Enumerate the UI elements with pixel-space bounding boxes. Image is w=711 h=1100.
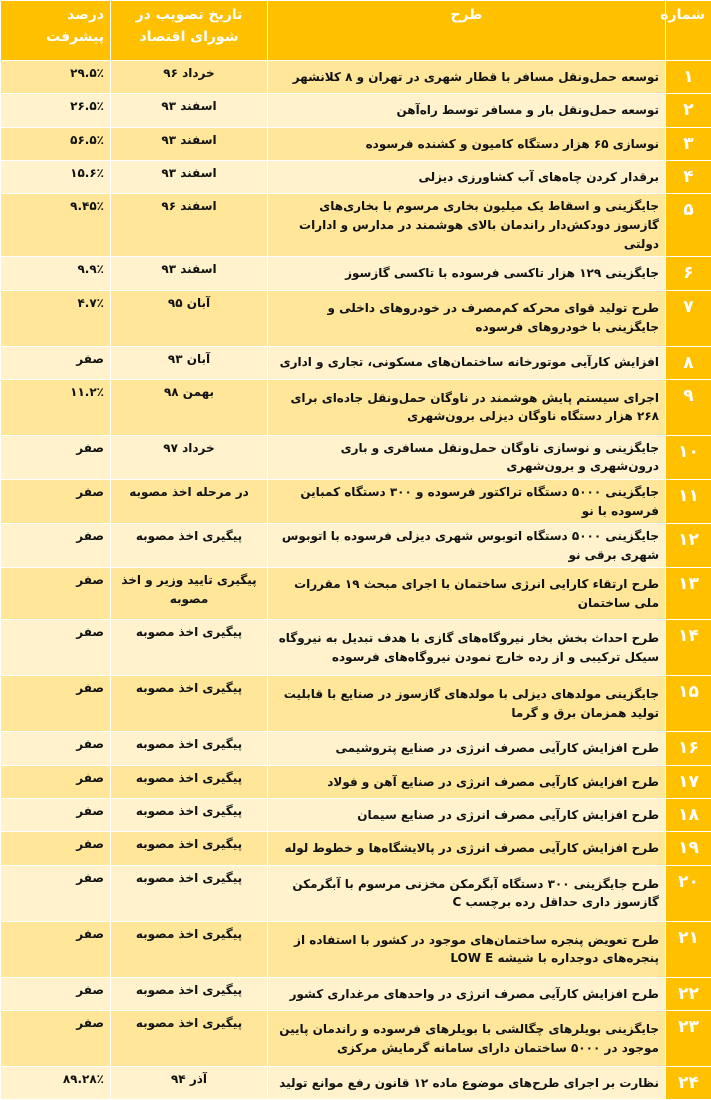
header-plan: طرح [268, 1, 666, 61]
row-progress: ۲۹.۵٪ [1, 61, 111, 94]
header-approval-date: تاریخ تصویب در شورای اقتصاد [111, 1, 268, 61]
row-plan: جایگزینی ۵۰۰۰ دستگاه اتوبوس شهری دیزلی فرسوده با اتوبوس شهری برقی نو [268, 524, 666, 568]
row-plan: اجرای سیستم پایش هوشمند در ناوگان حمل‌ونقل جاده‌ای برای ۲۶۸ هزار دستگاه ناوگان دیزلی برون‌شهری [268, 379, 666, 435]
row-plan: طرح افزایش کارآیی مصرف انرژی در پالایشگاه‌ها و خطوط لوله [268, 832, 666, 865]
row-approval-date: اسفند ۹۳ [111, 127, 268, 160]
row-progress: صفر [1, 977, 111, 1010]
row-approval-date: خرداد ۹۷ [111, 435, 268, 479]
table-row [1, 524, 711, 568]
row-number: ۶ [666, 257, 711, 290]
row-number: ۲۰ [666, 865, 711, 921]
row-number: ۸ [666, 346, 711, 379]
row-progress: ۵۶.۵٪ [1, 127, 111, 160]
row-progress: صفر [1, 799, 111, 832]
row-progress: صفر [1, 676, 111, 732]
header-number: شماره [666, 1, 711, 61]
row-plan: نظارت بر اجرای طرح‌های موضوع ماده ۱۲ قانون رفع موانع تولید [268, 1067, 666, 1100]
row-progress: صفر [1, 865, 111, 921]
row-number: ۱۶ [666, 732, 711, 765]
row-approval-date: پیگیری اخذ مصوبه [111, 832, 268, 865]
row-progress: صفر [1, 921, 111, 977]
row-number: ۱۵ [666, 676, 711, 732]
row-approval-date: اسفند ۹۳ [111, 161, 268, 194]
row-plan: توسعه حمل‌ونقل مسافر با قطار شهری در تهران و ۸ کلانشهر [268, 61, 666, 94]
row-plan: برقدار کردن چاه‌های آب کشاورزی دیزلی [268, 161, 666, 194]
row-progress: ۱۵.۶٪ [1, 161, 111, 194]
table-row [1, 346, 711, 379]
row-progress: صفر [1, 568, 111, 620]
table-row [1, 480, 711, 524]
row-plan: افزایش کارآیی موتورخانه ساختمان‌های مسکونی، تجاری و اداری [268, 346, 666, 379]
row-plan: نوسازی ۶۵ هزار دستگاه کامیون و کشنده فرسوده [268, 127, 666, 160]
row-approval-date: اسفند ۹۶ [111, 194, 268, 257]
table-body [1, 61, 711, 1100]
table-row [1, 94, 711, 127]
row-progress: ۸۹.۲۸٪ [1, 1067, 111, 1100]
row-plan: طرح افزایش کارآیی مصرف انرژی در صنایع پتروشیمی [268, 732, 666, 765]
row-number: ۲۳ [666, 1011, 711, 1067]
row-approval-date: پیگیری اخذ مصوبه [111, 620, 268, 676]
row-progress: صفر [1, 765, 111, 798]
row-number: ۱۹ [666, 832, 711, 865]
row-approval-date: آبان ۹۳ [111, 346, 268, 379]
row-number: ۲ [666, 94, 711, 127]
table-row [1, 799, 711, 832]
row-number: ۲۲ [666, 977, 711, 1010]
header-row [1, 1, 711, 61]
row-progress: صفر [1, 346, 111, 379]
row-progress: ۹.۴۵٪ [1, 194, 111, 257]
row-plan: طرح تعویض پنجره ساختمان‌های موجود در کشور با استفاده از پنجره‌های دوجداره با شیشه LOW E [268, 921, 666, 977]
row-approval-date: خرداد ۹۶ [111, 61, 268, 94]
table-row [1, 1067, 711, 1100]
row-number: ۹ [666, 379, 711, 435]
row-progress: ۹.۹٪ [1, 257, 111, 290]
row-progress: صفر [1, 524, 111, 568]
row-plan: جایگزینی و اسقاط یک میلیون بخاری مرسوم با بخاری‌های گازسوز دودکش‌دار راندمان بالای هوشمند در مدارس و ادارات دولتی [268, 194, 666, 257]
row-progress: ۲۶.۵٪ [1, 94, 111, 127]
table-row [1, 620, 711, 676]
row-progress: صفر [1, 1011, 111, 1067]
row-plan: طرح تولید قوای محرکه کم‌مصرف در خودروهای داخلی و جایگزینی با خودروهای فرسوده [268, 290, 666, 346]
table-row [1, 194, 711, 257]
row-progress: ۱۱.۲٪ [1, 379, 111, 435]
header-progress: درصد پیشرفت [1, 1, 111, 61]
row-plan: طرح افزایش کارآیی مصرف انرژی در صنایع آهن و فولاد [268, 765, 666, 798]
row-approval-date: پیگیری اخذ مصوبه [111, 921, 268, 977]
row-approval-date: بهمن ۹۸ [111, 379, 268, 435]
row-plan: طرح افزایش کارآیی مصرف انرژی در صنایع سیمان [268, 799, 666, 832]
row-approval-date: پیگیری اخذ مصوبه [111, 524, 268, 568]
row-approval-date: پیگیری اخذ مصوبه [111, 676, 268, 732]
row-progress: ۴.۷٪ [1, 290, 111, 346]
row-number: ۱۸ [666, 799, 711, 832]
row-approval-date: پیگیری تایید وزیر و اخذ مصوبه [111, 568, 268, 620]
table-row [1, 290, 711, 346]
row-plan: جایگزینی و نوسازی ناوگان حمل‌ونقل مسافری و باری درون‌شهری و برون‌شهری [268, 435, 666, 479]
row-number: ۴ [666, 161, 711, 194]
row-plan: جایگزینی ۱۲۹ هزار تاکسی فرسوده با تاکسی گازسوز [268, 257, 666, 290]
row-approval-date: پیگیری اخذ مصوبه [111, 799, 268, 832]
table-row [1, 161, 711, 194]
row-approval-date: پیگیری اخذ مصوبه [111, 1011, 268, 1067]
row-plan: طرح جایگزینی ۳۰۰ دستگاه آبگرمکن مخزنی مرسوم با آبگرمکن گازسوز داری حداقل رده برچسب C [268, 865, 666, 921]
row-plan: جایگزینی مولدهای دیزلی با مولدهای گازسوز در صنایع با قابلیت تولید همزمان برق و گرما [268, 676, 666, 732]
row-progress: صفر [1, 620, 111, 676]
row-plan: جایگزینی ۵۰۰۰ دستگاه تراکتور فرسوده و ۳۰۰ دستگاه کمباین فرسوده با نو [268, 480, 666, 524]
row-number: ۱۳ [666, 568, 711, 620]
row-number: ۱۴ [666, 620, 711, 676]
row-number: ۱۱ [666, 480, 711, 524]
table-row [1, 977, 711, 1010]
table-row [1, 61, 711, 94]
row-approval-date: آبان ۹۵ [111, 290, 268, 346]
table-row [1, 765, 711, 798]
row-number: ۷ [666, 290, 711, 346]
row-number: ۱ [666, 61, 711, 94]
row-approval-date: پیگیری اخذ مصوبه [111, 865, 268, 921]
row-number: ۱۲ [666, 524, 711, 568]
table-row [1, 1011, 711, 1067]
table-row [1, 832, 711, 865]
row-approval-date: اسفند ۹۳ [111, 257, 268, 290]
table-row [1, 732, 711, 765]
row-plan: طرح افزایش کارآیی مصرف انرژی در واحدهای مرغداری کشور [268, 977, 666, 1010]
table-row [1, 379, 711, 435]
table-row [1, 865, 711, 921]
row-plan: طرح احداث بخش بخار نیروگاه‌های گازی با هدف تبدیل به نیروگاه سیکل ترکیبی و از رده خارج نمودن نیروگاه‌های فرسوده [268, 620, 666, 676]
table-row [1, 676, 711, 732]
row-number: ۱۷ [666, 765, 711, 798]
row-progress: صفر [1, 480, 111, 524]
row-number: ۵ [666, 194, 711, 257]
row-approval-date: پیگیری اخذ مصوبه [111, 977, 268, 1010]
row-plan: طرح ارتقاء کارایی انرژی ساختمان با اجرای مبحث ۱۹ مقررات ملی ساختمان [268, 568, 666, 620]
table-row [1, 921, 711, 977]
row-number: ۲۴ [666, 1067, 711, 1100]
row-number: ۳ [666, 127, 711, 160]
table-row [1, 257, 711, 290]
row-progress: صفر [1, 732, 111, 765]
table-row [1, 568, 711, 620]
table-row [1, 435, 711, 479]
row-plan: جایگزینی بویلرهای چگالشی با بویلرهای فرسوده و راندمان پایین موجود در ۵۰۰۰ ساختمان دارای سامانه گرمایش مرکزی [268, 1011, 666, 1067]
row-approval-date: آذر ۹۴ [111, 1067, 268, 1100]
table-row [1, 127, 711, 160]
row-progress: صفر [1, 832, 111, 865]
row-approval-date: اسفند ۹۳ [111, 94, 268, 127]
row-approval-date: پیگیری اخذ مصوبه [111, 765, 268, 798]
row-number: ۲۱ [666, 921, 711, 977]
row-approval-date: در مرحله اخذ مصوبه [111, 480, 268, 524]
row-progress: صفر [1, 435, 111, 479]
row-number: ۱۰ [666, 435, 711, 479]
row-plan: توسعه حمل‌ونقل بار و مسافر توسط راه‌آهن [268, 94, 666, 127]
row-approval-date: پیگیری اخذ مصوبه [111, 732, 268, 765]
